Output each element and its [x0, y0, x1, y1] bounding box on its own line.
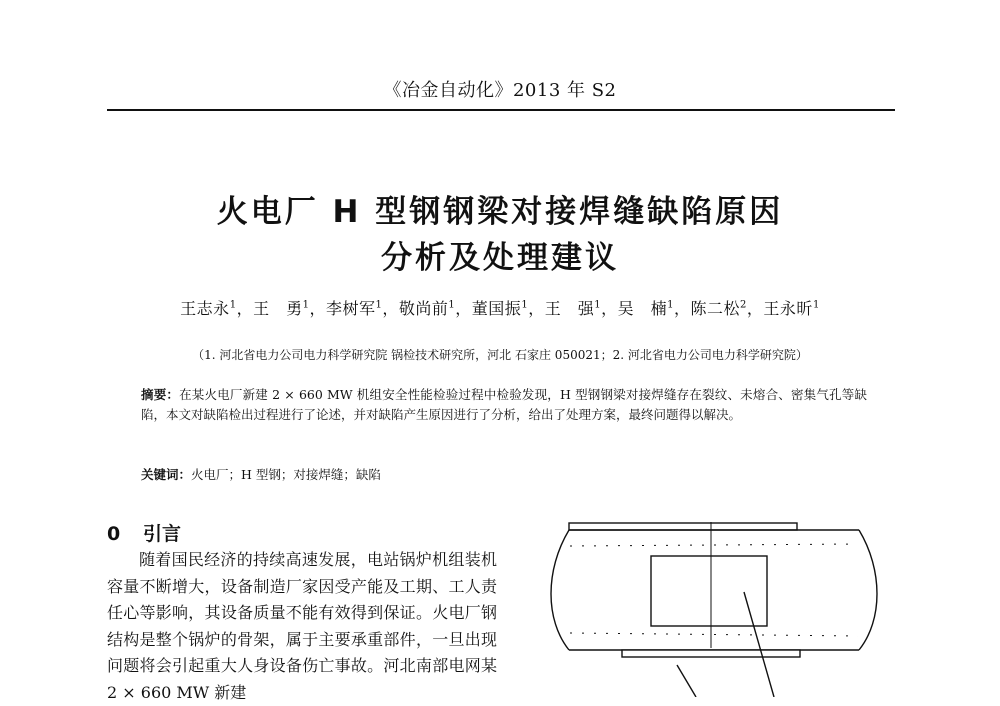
dashed-line-lower — [570, 633, 858, 636]
author: 吴 楠 — [617, 299, 668, 318]
top-flange-plate — [569, 523, 797, 530]
paper-title-line-2: 分析及处理建议 — [381, 240, 619, 276]
author-affiliation-mark: 1 — [812, 299, 820, 311]
abstract-text: 在某火电厂新建 2 × 660 MW 机组安全性能检验过程中检验发现，H 型钢钢梁对接焊缝存在裂纹、未熔合、密集气孔等缺陷，本文对缺陷检出过程进行了论述，并对缺陷产生原因进行了分析，给出了处理方案，最终问题得以解决。 — [141, 387, 867, 422]
section-number: 0 — [107, 523, 121, 545]
author-affiliation-mark: 1 — [448, 299, 456, 311]
abstract-label: 摘要： — [141, 387, 180, 402]
author: 董国振 — [471, 299, 522, 318]
author: 王永昕 — [763, 299, 813, 318]
author-affiliation-mark: 1 — [375, 299, 383, 311]
left-break-line — [551, 530, 569, 650]
author: 敬尚前 — [398, 299, 449, 318]
weld-defect-figure — [540, 520, 885, 697]
author-list: 王志永$^1$，王 勇$^1$，李树军$^1$，敬尚前$^1$，董国振$^1$，王 强$^1$，吴 楠$^1$，陈二松$^2$，王永昕$^1$ — [180, 299, 820, 318]
header-rule — [107, 109, 895, 111]
author: 王 强 — [544, 299, 595, 318]
defect-region-box — [651, 556, 767, 626]
bottom-flange-plate — [622, 650, 800, 657]
author-affiliation-mark: 1 — [302, 299, 310, 311]
affiliation: （1. 河北省电力公司电力科学研究院 锅检技术研究所，河北 石家庄 050021；2. 河北省电力公司电力科学研究院） — [192, 348, 808, 362]
author: 王志永 — [180, 299, 230, 318]
author-affiliation-mark: 2 — [740, 299, 747, 311]
paper-title-line-1: 火电厂 H 型钢钢梁对接焊缝缺陷原因 — [216, 194, 784, 230]
leader-line-right — [744, 592, 774, 697]
journal-header: 《冶金自动化》2013 年 S2 — [383, 80, 617, 101]
abstract — [141, 385, 867, 425]
keywords-label: 关键词： — [141, 467, 192, 482]
author-affiliation-mark: 1 — [521, 299, 529, 311]
dashed-line-upper — [570, 544, 858, 546]
author-affiliation-mark: 1 — [667, 299, 674, 311]
author: 李树军 — [325, 299, 376, 318]
leader-line-left — [677, 665, 696, 697]
author-affiliation-mark: 1 — [229, 299, 237, 311]
author-affiliation-mark: 1 — [594, 299, 602, 311]
intro-paragraph: 随着国民经济的持续高速发展，电站锅炉机组装机容量不断增大，设备制造厂家因受产能及工期、工人责任心等影响，其设备质量不能有效得到保证。火电厂钢结构是整个锅炉的骨架，属于主要承重部件，一旦出现问题将会引起重大人身设备伤亡事故。河北南部电网某 2 × 660 MW 新建 — [107, 550, 497, 702]
intro-body — [107, 547, 497, 706]
section-title: 引言 — [143, 523, 182, 545]
author: 陈二松 — [690, 299, 741, 318]
author: 王 勇 — [253, 299, 303, 318]
keywords — [141, 465, 381, 483]
keywords-text: 火电厂；H 型钢；对接焊缝；缺陷 — [191, 467, 381, 482]
section-heading — [107, 519, 181, 546]
right-break-line — [859, 530, 877, 650]
